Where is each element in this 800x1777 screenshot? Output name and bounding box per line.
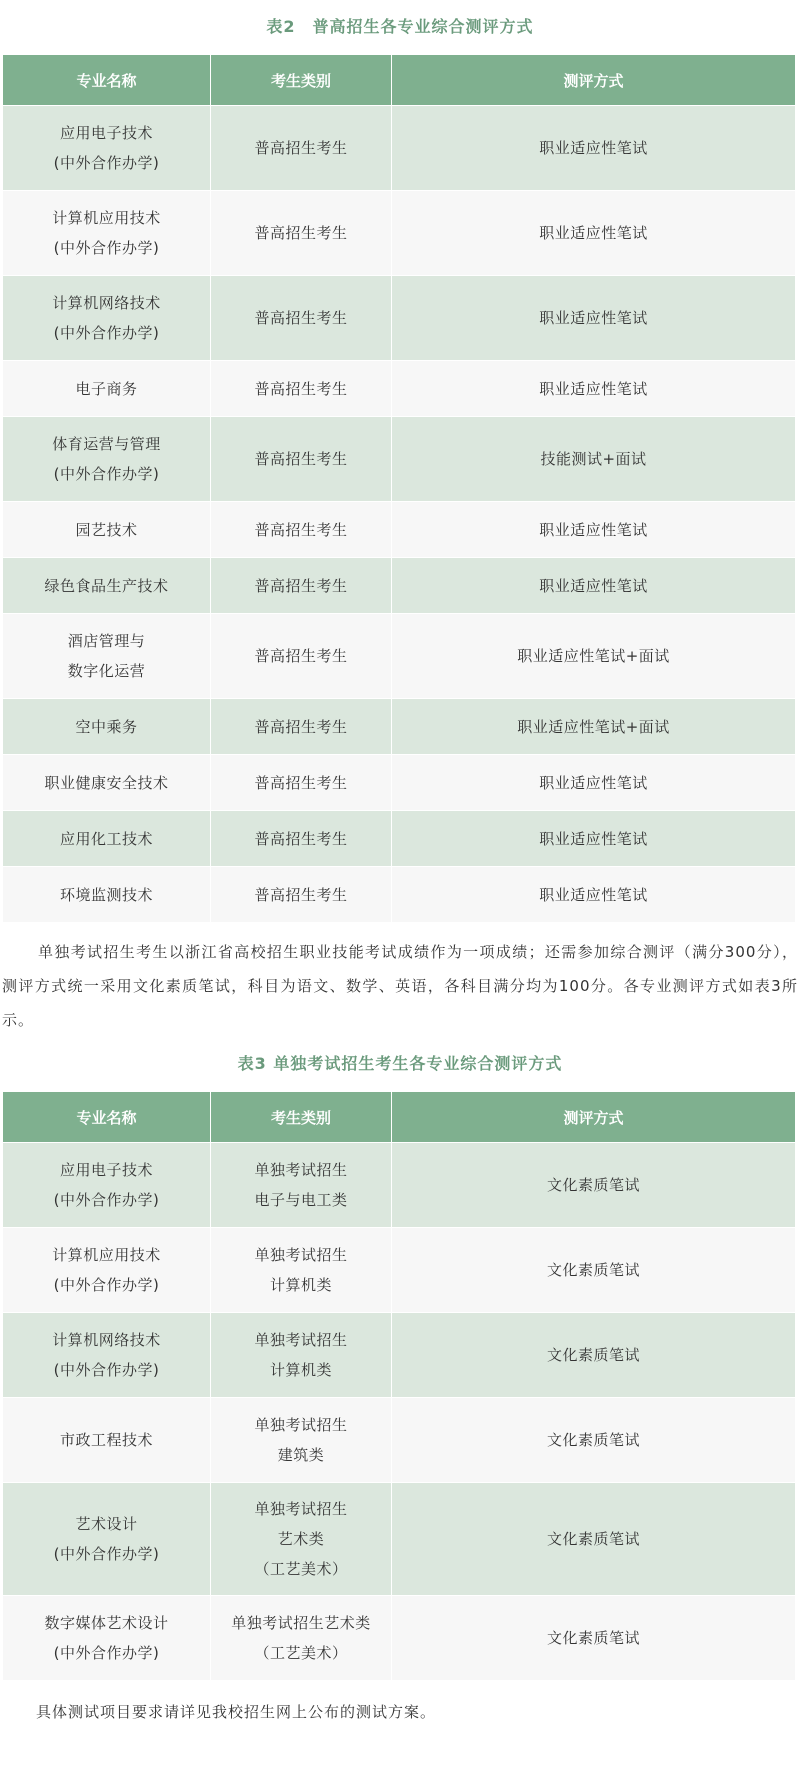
cell-text: 文化素质笔试 [546, 1176, 640, 1194]
table2 [2, 54, 796, 923]
cell-text: 数字化运营 [67, 662, 146, 680]
cell-major [3, 614, 211, 699]
cell-method [392, 1228, 796, 1313]
cell-text: 文化素质笔试 [546, 1629, 640, 1647]
cell-major [3, 276, 211, 361]
table-row [3, 276, 796, 361]
cell-category [211, 502, 392, 558]
cell-category [211, 106, 392, 191]
cell-major [3, 811, 211, 867]
cell-category [211, 867, 392, 923]
cell-text: 普高招生考生 [254, 309, 348, 327]
cell-method [392, 361, 796, 417]
table-row [3, 755, 796, 811]
cell-text: 普高招生考生 [254, 885, 348, 904]
table-row [3, 811, 796, 867]
table2-header-category: 考生类别 [211, 55, 392, 106]
cell-text: (中外合作办学) [53, 154, 160, 172]
cell-text: 电子与电工类 [254, 1191, 348, 1209]
cell-text: 职业适应性笔试 [539, 520, 648, 539]
cell-method [392, 614, 796, 699]
cell-text: 计算机应用技术 [52, 1246, 161, 1264]
cell-text: 普高招生考生 [254, 717, 348, 736]
cell-method [392, 1313, 796, 1398]
table-row [3, 361, 796, 417]
cell-method [392, 558, 796, 614]
cell-text: 单独考试招生 [254, 1331, 348, 1349]
table-row [3, 1228, 796, 1313]
cell-text: 单独考试招生艺术类 [231, 1614, 371, 1632]
cell-text: 职业健康安全技术 [44, 773, 169, 792]
table-row [3, 1143, 796, 1228]
cell-major [3, 755, 211, 811]
cell-text: 艺术设计 [75, 1515, 138, 1533]
cell-method [392, 811, 796, 867]
cell-category [211, 1313, 392, 1398]
cell-text: 单独考试招生 [254, 1500, 348, 1518]
cell-text: 普高招生考生 [254, 520, 348, 539]
cell-text: 计算机类 [269, 1276, 332, 1294]
cell-text: 普高招生考生 [254, 450, 348, 468]
footer-note: 具体测试项目要求请详见我校招生网上公布的测试方案。 [36, 1703, 437, 1721]
cell-text: 计算机应用技术 [52, 209, 161, 227]
cell-method [392, 1398, 796, 1483]
cell-category [211, 811, 392, 867]
cell-method [392, 755, 796, 811]
cell-text: 普高招生考生 [254, 224, 348, 242]
cell-text: 空中乘务 [75, 717, 138, 736]
cell-text: (中外合作办学) [53, 465, 160, 483]
cell-major [3, 1228, 211, 1313]
cell-major [3, 558, 211, 614]
table-row [3, 867, 796, 923]
cell-major [3, 191, 211, 276]
cell-major [3, 867, 211, 923]
cell-major [3, 502, 211, 558]
table2-header-method: 测评方式 [392, 55, 796, 106]
cell-text: 艺术类 [277, 1530, 325, 1548]
cell-text: 计算机网络技术 [52, 294, 161, 312]
cell-text: 文化素质笔试 [546, 1431, 640, 1449]
cell-major [3, 106, 211, 191]
cell-text: 职业适应性笔试 [539, 309, 648, 327]
cell-category [211, 1483, 392, 1596]
cell-text: （工艺美术） [254, 1644, 348, 1662]
exam-paragraph: 单独考试招生考生以浙江省高校招生职业技能考试成绩作为一项成绩；还需参加综合测评（满分300分），测评方式统一采用文化素质笔试，科目为语文、数学、英语，各科目满分均为100分。各专业测评方式如表3所示。 [2, 943, 798, 1029]
cell-major [3, 1143, 211, 1228]
cell-text: 职业适应性笔试+面试 [517, 717, 670, 736]
table2-body [3, 106, 796, 923]
cell-major [3, 1313, 211, 1398]
cell-text: 文化素质笔试 [546, 1261, 640, 1279]
cell-major [3, 699, 211, 755]
cell-text: 体育运营与管理 [52, 435, 161, 453]
cell-method [392, 106, 796, 191]
cell-text: 酒店管理与 [67, 632, 146, 650]
cell-text: 普高招生考生 [254, 576, 348, 595]
table3-header-major: 专业名称 [3, 1092, 211, 1143]
table-row [3, 191, 796, 276]
table-row [3, 614, 796, 699]
table-row [3, 106, 796, 191]
cell-text: (中外合作办学) [53, 1644, 160, 1662]
cell-text: 应用电子技术 [59, 1161, 153, 1179]
cell-category [211, 1596, 392, 1681]
cell-text: (中外合作办学) [53, 1276, 160, 1294]
cell-category [211, 191, 392, 276]
cell-major [3, 1596, 211, 1681]
cell-method [392, 502, 796, 558]
cell-category [211, 558, 392, 614]
cell-text: 职业适应性笔试+面试 [517, 647, 670, 665]
table-row [3, 502, 796, 558]
table-row [3, 558, 796, 614]
table3-caption: 表3 单独考试招生考生各专业综合测评方式 [237, 1054, 563, 1073]
cell-text: 技能测试+面试 [540, 450, 647, 468]
cell-method [392, 1483, 796, 1596]
table-row [3, 1483, 796, 1596]
cell-text: 园艺技术 [75, 520, 138, 539]
table3 [2, 1091, 796, 1681]
cell-text: 文化素质笔试 [546, 1530, 640, 1548]
cell-method [392, 1143, 796, 1228]
cell-text: 职业适应性笔试 [539, 379, 648, 398]
cell-method [392, 1596, 796, 1681]
table-row [3, 1398, 796, 1483]
cell-text: 市政工程技术 [59, 1431, 153, 1449]
cell-method [392, 417, 796, 502]
cell-text: (中外合作办学) [53, 1361, 160, 1379]
table3-body [3, 1143, 796, 1681]
table3-header-method: 测评方式 [392, 1092, 796, 1143]
table2-header-row [3, 55, 796, 106]
table3-header-category: 考生类别 [211, 1092, 392, 1143]
cell-method [392, 867, 796, 923]
cell-text: 普高招生考生 [254, 379, 348, 398]
cell-text: 普高招生考生 [254, 139, 348, 157]
cell-category [211, 1398, 392, 1483]
cell-category [211, 699, 392, 755]
cell-text: 建筑类 [277, 1446, 325, 1464]
cell-text: 环境监测技术 [59, 885, 153, 904]
cell-category [211, 1143, 392, 1228]
cell-text: 普高招生考生 [254, 829, 348, 848]
cell-text: 计算机类 [269, 1361, 332, 1379]
cell-text: 职业适应性笔试 [539, 576, 648, 595]
cell-method [392, 699, 796, 755]
cell-text: 应用化工技术 [59, 829, 153, 848]
cell-text: 数字媒体艺术设计 [44, 1614, 169, 1632]
cell-text: (中外合作办学) [53, 1191, 160, 1209]
cell-text: 文化素质笔试 [546, 1346, 640, 1364]
cell-major [3, 1398, 211, 1483]
table-row [3, 417, 796, 502]
cell-major [3, 1483, 211, 1596]
cell-text: 应用电子技术 [59, 124, 153, 142]
table2-caption: 表2 普高招生各专业综合测评方式 [266, 17, 534, 36]
cell-text: 职业适应性笔试 [539, 885, 648, 904]
cell-text: (中外合作办学) [53, 239, 160, 257]
cell-text: 职业适应性笔试 [539, 139, 648, 157]
table-row [3, 1596, 796, 1681]
cell-text: 普高招生考生 [254, 647, 348, 665]
cell-text: （工艺美术） [254, 1560, 348, 1578]
cell-text: 绿色食品生产技术 [44, 576, 169, 595]
cell-category [211, 614, 392, 699]
cell-text: 单独考试招生 [254, 1416, 348, 1434]
cell-text: 电子商务 [75, 379, 138, 398]
cell-text: 普高招生考生 [254, 773, 348, 792]
cell-category [211, 361, 392, 417]
table-row [3, 699, 796, 755]
cell-text: (中外合作办学) [53, 324, 160, 342]
cell-category [211, 417, 392, 502]
table3-header-row [3, 1092, 796, 1143]
cell-category [211, 276, 392, 361]
cell-major [3, 417, 211, 502]
cell-method [392, 276, 796, 361]
cell-text: 单独考试招生 [254, 1246, 348, 1264]
cell-text: 职业适应性笔试 [539, 224, 648, 242]
cell-text: 职业适应性笔试 [539, 829, 648, 848]
cell-category [211, 1228, 392, 1313]
cell-text: 计算机网络技术 [52, 1331, 161, 1349]
cell-method [392, 191, 796, 276]
cell-text: 单独考试招生 [254, 1161, 348, 1179]
cell-text: 职业适应性笔试 [539, 773, 648, 792]
cell-category [211, 755, 392, 811]
table2-header-major: 专业名称 [3, 55, 211, 106]
cell-text: (中外合作办学) [53, 1545, 160, 1563]
cell-major [3, 361, 211, 417]
table-row [3, 1313, 796, 1398]
